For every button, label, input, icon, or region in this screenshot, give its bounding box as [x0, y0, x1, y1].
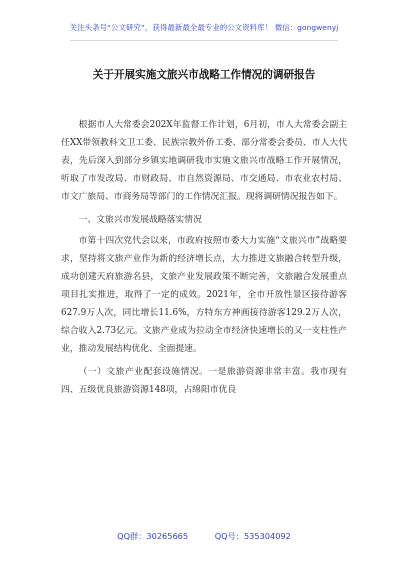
header-divider — [70, 40, 338, 41]
footer-qq-group: QQ群：30265665 — [117, 531, 189, 541]
document-title: 关于开展实施文旅兴市战略工作情况的调研报告 — [92, 69, 316, 81]
section-heading: 一、文旅兴市发展战略落实情况 — [78, 214, 202, 225]
document-body — [61, 117, 347, 402]
footer-contact — [0, 531, 408, 542]
header-banner: 关注头条号“公文研究”，获得最新最全最专业的公文资料库！ 微信：gongwenyj — [69, 23, 339, 32]
subsection-paragraph: （一）文旅产业配套设施情况。一是旅游资源非常丰富。我市现有四、五级优良旅游资源148项，占绵阳市优良 — [61, 366, 347, 395]
intro-paragraph: 根据市人大常委会202X年监督工作计划，6月初，市人大常委会副主任XX带领教科文卫工委、民族宗教外侨工委、部分常委会委员、市人大代表，先后深入到部分乡镇实地调研我市实施文旅兴市战略工作开展情况，听取了市发改局、市财政局、市自然资源局、市交通局、市农业农村局、市文广旅局、市商务局等部门的工作情况汇报。现将调研情况报告如下。 — [61, 120, 347, 202]
footer-qq: QQ号：535304092 — [214, 531, 291, 541]
section-paragraph: 市第十四次党代会以来，市政府按照市委大力实施“文旅兴市”战略要求，坚持将文旅产业作为新的经济增长点，大力推进文旅融合转型升级，成功创建天府旅游名县，文旅产业发展政策不断完善，文旅融合发展重点项目扎实推进，取得了一定的成效。2021年，全市开放性景区接待游客627.9万人次，同比增长11.6%，方特东方神画接待游客129.2万人次，综合收入2.73亿元。文旅产业成为拉动全市经济快速增长的又一支柱性产业，推动发展结构优化、全面提速。 — [61, 236, 347, 354]
